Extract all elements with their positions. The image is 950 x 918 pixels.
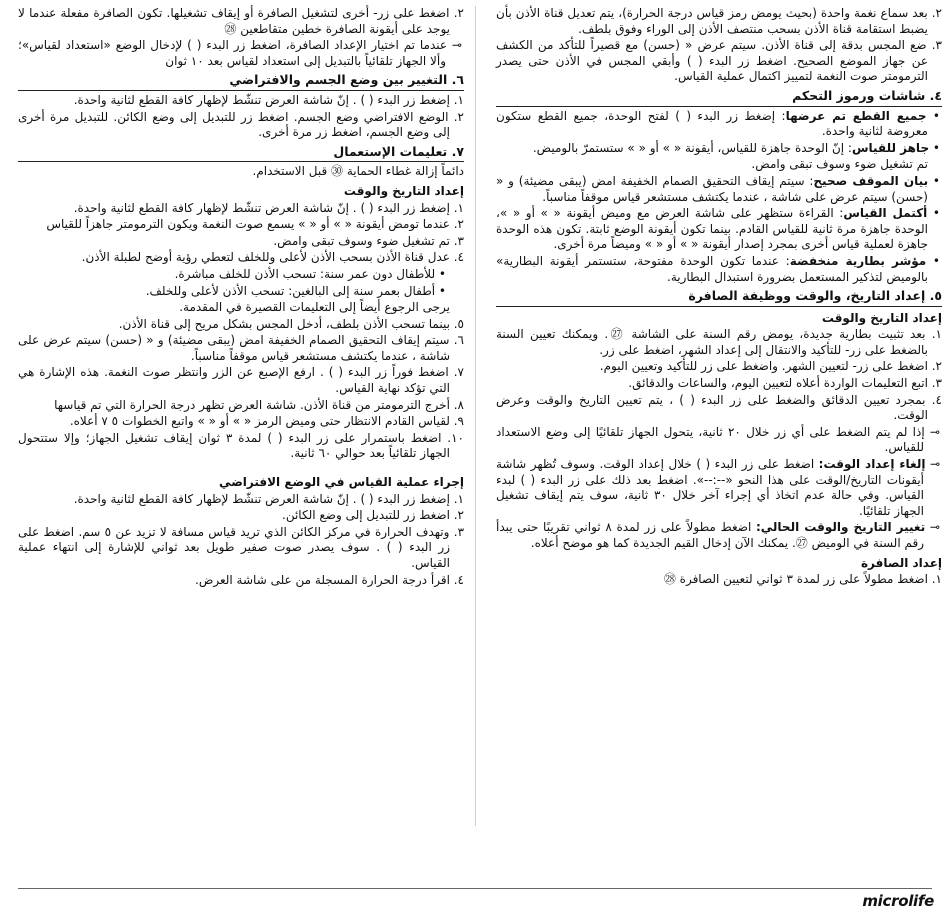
text: ١. إضغط زر البدء ( ) . إنّ شاشة العرض تنشّط لإظهار كافة القطع لثانية واحدة.: [73, 92, 464, 107]
numbered-step: [18, 201, 464, 217]
text: ١. بعد تثبيت بطارية جديدة، يومض رقم السنة على الشاشة ㉗. ويمكنك تعيين السنة بالضغط على زر- للتأكيد والانتقال إلى إعداد الشهر، اضغط على زر.: [496, 327, 942, 357]
numbered-step: [18, 508, 464, 524]
numbered-step: [496, 376, 942, 392]
text: تم تشغيل ضوء وسوف تبقى وامض.: [751, 157, 928, 172]
sub-bullet: [18, 267, 464, 283]
section-heading: [18, 72, 464, 91]
text: ٢. بعد سماع نغمة واحدة (بحيث يومض رمز قياس درجة الحرارة)، يتم تعديل قناة الأذن بأن يضبط استقامة قناة الأذن بسحب منتصف الأذن إلى الوراء وفوق بلطف.: [496, 6, 942, 36]
numbered-step: [18, 317, 464, 333]
numbered-step: [18, 414, 464, 430]
text: ٣. وتهدف الحرارة في مركز الكائن الذي تريد قياس مسافة لا تزيد عن ٥ سم. اضغط على زر البدء ( ) . سوف يصدر صوت صفير طويل بعد ثواني للإشارة إلى انتهاء عملية القياس.: [18, 524, 465, 570]
text: ٣. تم تشغيل ضوء وسوف تبقى وامض.: [273, 233, 464, 248]
text: إعداد التاريخ والوقت: [821, 310, 942, 325]
bold-term: إلغاء إعداد الوقت:: [818, 457, 926, 472]
column-divider: [475, 6, 476, 826]
note-pointer-icon: ⊸: [925, 457, 941, 472]
numbered-step: [18, 365, 464, 396]
subheading: [496, 311, 942, 327]
numbered-step: [496, 393, 942, 424]
spacer: [18, 463, 464, 471]
bullet-item: [496, 109, 942, 140]
numbered-step: [18, 6, 464, 37]
bold-term: تغيير التاريخ والوقت الحالي:: [755, 520, 926, 535]
note-item: [496, 425, 942, 456]
text: ٢. الوضع الافتراضي وضع الجسم. اضغط زر للتبديل إلى وضع الكائن. للتبديل مرة أخرى إلى وضع الجسم، اضغط زر مرة أخرى.: [18, 109, 464, 140]
numbered-step: [496, 572, 942, 588]
text: ٤. عدل قناة الأذن بسحب الأذن لأعلى وللخلف لتعطي رؤية أوضح لطبلة الأذن.: [81, 250, 464, 265]
text: ٨. أخرج الترمومتر من قناة الأذن. شاشة العرض تظهر درجة الحرارة التي تم قياسها: [54, 397, 464, 412]
bullet-icon: •: [927, 206, 940, 221]
text: : سيتم إيقاف التحقيق الصمام الخفيفة امض (يبقى مضيئة) و « (حسن) سيتم عرض على شاشة ، عندما يكتشف مستشعر قياس موقفاً مناسباً.: [496, 173, 928, 204]
note-pointer-icon: ⊸: [447, 38, 462, 53]
text: ٩. لقياس القادم الانتظار حتى وميض الرمز « » أو « » واتبع الخطوات ٥ ٧ أعلاه.: [69, 414, 464, 429]
numbered-step: [18, 217, 464, 233]
text: عندما تم اختيار الإعداد الصافرة، اضغط زر البدء ( ) لإدخال الوضع «استعداد لقياس»؛ وألا الجهاز تلقائياً بالتبديل إلى استعداد لقياس بعد ١٠ ثوان: [18, 38, 448, 68]
numbered-step: [18, 431, 464, 462]
numbered-step: [18, 250, 464, 266]
text: ١٠. اضغط باستمرار على زر البدء ( ) لمدة ٣ ثوان إيقاف تشغيل الجهاز؛ وإلا ستتحول الجهاز تلقائياً بعد حوالي ٦٠ ثانية.: [18, 430, 464, 461]
bullet-icon: •: [928, 173, 940, 188]
note-item: [496, 520, 942, 551]
numbered-step: [18, 492, 464, 508]
brand-logo: microlife: [862, 892, 934, 910]
subheading: [496, 556, 942, 572]
bullet-icon: •: [926, 108, 940, 123]
text: ٦. التغيير بين وضع الجسم والافتراضي: [229, 72, 464, 88]
text: : القراءة ستظهر على شاشة العرض مع وميض أيقونة « » أو « »، الوحدة جاهزة مرة ثانية للقياس القادم. بينما تكون أيقونة الوضع ثابتة. تكون هذه الوحدة جاهزة لعملية قياس أخرى بمجرد إصدار أيقونة « » أو « » وميضاً مرة أخرى.: [496, 206, 928, 252]
right-column: [496, 6, 942, 589]
text: ٤. شاشات ورموز التحكم: [792, 87, 942, 103]
bullet-icon: •: [929, 140, 940, 155]
indented-text: [18, 300, 464, 316]
subheading: [18, 184, 464, 200]
text: ٣. اتبع التعليمات الواردة أعلاه لتعيين اليوم، والساعات والدقائق.: [628, 376, 942, 391]
section-heading: [496, 88, 942, 107]
section-heading: [18, 144, 464, 163]
note-pointer-icon: ⊸: [925, 520, 940, 535]
note-item: [496, 457, 942, 519]
subheading: [18, 475, 464, 491]
text: • للأطفال دون عمر سنة: تسحب الأذن للخلف مباشرة.: [174, 266, 446, 281]
text: إجراء عملية القياس في الوضع الافتراضي: [219, 475, 464, 490]
bullet-item: [496, 206, 942, 253]
text: اضغط مطولاً على زر لمدة ٨ ثواني تقريبًا حتى يبدأ رقم السنة في الوميض ㉗. يمكنك الآن إدخال القيم الجديدة كما هو موضح أعلاه.: [496, 520, 924, 550]
text: ٥. بينما تسحب الأذن بلطف، أدخل المجس بشكل مريح إلى قناة الأذن.: [118, 316, 464, 331]
text: إذا لم يتم الضغط على أي زر خلال ٢٠ ثانية، يتحول الجهاز تلقائيًا إلى وضع الاستعداد للقياس.: [496, 424, 925, 455]
sub-bullet: [18, 284, 464, 300]
text: ٦. سيتم إيقاف التحقيق الصمام الخفيفة امض (يبقى مضيئة) و « (حسن) سيتم عرض على شاشة ، عندما يكتشف مستشعر قياس موقفاً مناسباً.: [18, 333, 464, 363]
paragraph: [18, 164, 464, 180]
text: : عندما تكون الوحدة مفتوحة، ستستمر أيقونة البطارية» بالوميض لتذكير المستعمل بضرورة استبدال البطارية.: [496, 253, 928, 284]
section-heading: [496, 288, 942, 307]
indented-text: [496, 157, 942, 173]
text: ٤. اقرأ درجة الحرارة المسجلة من على شاشة العرض.: [195, 572, 464, 587]
text: • أطفال بعمر سنة إلى البالغين: تسحب الأذن لأعلى وللخلف.: [145, 283, 446, 298]
numbered-step: [496, 359, 942, 375]
text: دائماً إزالة غطاء الحماية ㉚ قبل الاستخدام.: [252, 164, 464, 179]
numbered-step: [18, 234, 464, 250]
numbered-step: [18, 93, 464, 109]
left-column: [18, 6, 464, 589]
text: ٥. إعداد التاريخ، والوقت ووظيفة الصافرة: [688, 288, 942, 304]
text: ٢. اضغط على زر- لتعيين الشهر. واضغط على زر للتأكيد وتعيين اليوم.: [599, 359, 942, 374]
numbered-step: [18, 573, 464, 589]
bullet-icon: •: [926, 253, 940, 268]
numbered-step: [496, 6, 942, 37]
text: إعداد الصافرة: [860, 555, 942, 570]
numbered-step: [18, 110, 464, 141]
bold-term: جاهز للقياس: [851, 140, 930, 155]
text: إعداد التاريخ والوقت: [343, 183, 464, 198]
numbered-step: [18, 525, 464, 572]
text: ٢. عندما تومض أيقونة « » أو « » يسمع صوت النغمة ويكون الترمومتر جاهزاً للقياس: [46, 217, 464, 232]
bullet-item: [496, 141, 942, 157]
note-pointer-icon: ⊸: [924, 424, 940, 439]
text: اضغط على زر البدء ( ) خلال إعداد الوقت. وسوف تُظهر شاشة أيقونات التاريخ/الوقت على هذا النحو «--:--». اضغط بعد ذلك على زر البدء ( ) لبدء القياس. وفي حالة عدم اتخاذ أي إجراء آخر خلال ٣٠ ثانية، سوف يتم إيقاف تشغيل الجهاز تلقائيًا.: [496, 457, 924, 518]
note-item: [18, 38, 464, 69]
bold-term: جميع القطع تم عرضها: [785, 108, 927, 123]
text: يرجى الرجوع أيضاً إلى التعليمات القصيرة في المقدمة.: [179, 300, 450, 315]
text: ٤. بمجرد تعيين الدقائق والضغط على زر البدء ( ) ، يتم تعيين التاريخ والوقت وعرض الوقت.: [496, 392, 942, 423]
bold-term: أكتمل القياس: [843, 206, 928, 221]
text: ٧. تعليمات الإستعمال: [333, 143, 464, 159]
text: ١. إضغط زر البدء ( ) . إنّ شاشة العرض تنشّط لإظهار كافة القطع لثانية واحدة.: [73, 200, 464, 215]
text: ٧. اضغط فوراً زر البدء ( ) . ارفع الإصبع عن الزر وانتظر صوت النغمة. هذه الإشارة هي التي تؤكد نهاية القياس.: [18, 365, 464, 396]
text: ٢. اضغط على زر- أخرى لتشغيل الصافرة أو إيقاف تشغيلها. تكون الصافرة مفعلة عندما لا يوجد على أيقونة الصافرة خطين متقاطعين ㉘: [18, 6, 464, 36]
numbered-step: [18, 333, 464, 364]
text: : إنّ الوحدة جاهزة للقياس، أيقونة « » أو « » ستستمرّ بالوميض.: [532, 140, 852, 155]
text: ١. اضغط مطولاً على زر لمدة ٣ ثواني لتعيين الصافرة ㉘: [663, 572, 942, 587]
text: ١. إضغط زر البدء ( ) . إنّ شاشة العرض تنشّط لإظهار كافة القطع لثانية واحدة.: [73, 491, 464, 506]
bold-term: مؤشر بطارية منخفضة: [789, 253, 927, 268]
bullet-item: [496, 174, 942, 205]
numbered-step: [496, 327, 942, 358]
bullet-item: [496, 254, 942, 285]
text: ٢. اضغط زر للتبديل إلى وضع الكائن.: [282, 508, 464, 523]
numbered-step: [18, 398, 464, 414]
numbered-step: [496, 38, 942, 85]
text: : إضغط زر البدء ( ) لفتح الوحدة، جميع القطع ستكون معروضة لثانية واحدة.: [496, 108, 928, 139]
footer-rule: [18, 888, 932, 889]
text: ٣. ضع المجس بدقة إلى قناة الأذن. سيتم عرض « (حسن) مع قصيراً للتأكد من الكشف عن جهاز الموضع الصحيح. اضغط زر البدء ( ) وأبقي المجس في الأذن حتى يصدر الترمومتر صوت النغمة لتمييز اكتمال عملية القياس.: [496, 38, 942, 84]
bold-term: بيان الموقف صحيح: [813, 173, 929, 188]
